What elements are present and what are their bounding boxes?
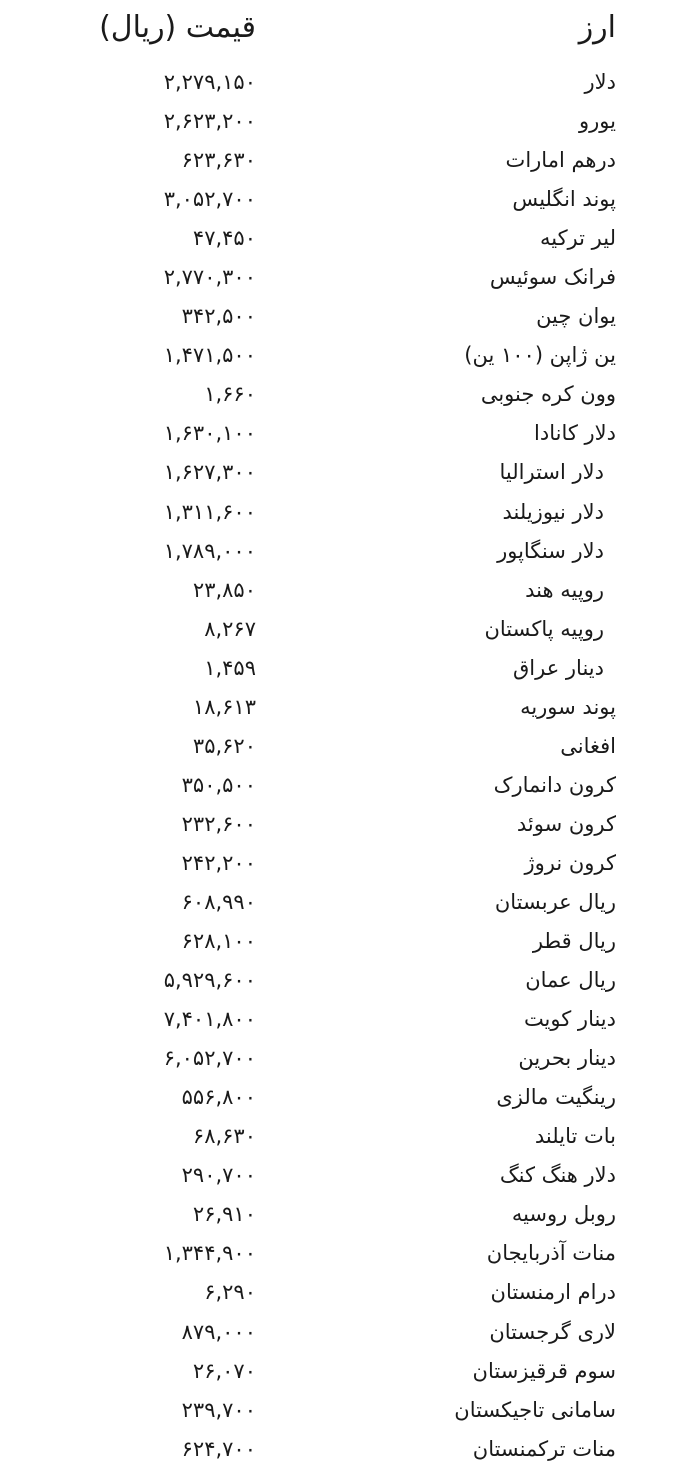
table-row <box>0 297 686 336</box>
table-row <box>0 1117 686 1156</box>
table-row <box>0 1234 686 1273</box>
currency-price: ۶۲۴,۷۰۰ <box>181 1436 256 1461</box>
table-row <box>0 1391 686 1430</box>
table-row <box>0 727 686 766</box>
currency-name: منات آذربایجان <box>486 1241 616 1266</box>
currency-name: روبل روسیه <box>511 1202 616 1227</box>
table-row <box>0 63 686 102</box>
currency-name: یورو <box>579 109 616 134</box>
currency-name: وون کره جنوبی <box>480 382 616 407</box>
table-row <box>0 805 686 844</box>
currency-name: ریال عمان <box>525 968 616 993</box>
currency-name: روپیه پاکستان <box>484 616 604 641</box>
currency-price: ۱,۳۱۱,۶۰۰ <box>163 499 256 524</box>
currency-price: ۱,۴۷۱,۵۰۰ <box>163 343 256 368</box>
table-row <box>0 766 686 805</box>
currency-name: سامانی تاجیکستان <box>454 1397 616 1422</box>
exchange-rate-list <box>0 63 686 1469</box>
price-column-header: قیمت (ریال) <box>99 10 256 45</box>
currency-price: ۳۴۲,۵۰۰ <box>181 304 256 329</box>
table-row <box>0 922 686 961</box>
currency-name: ریال قطر <box>532 929 616 954</box>
currency-price: ۷,۴۰۱,۸۰۰ <box>163 1007 256 1032</box>
currency-name: دینار کویت <box>523 1007 616 1032</box>
currency-name: روپیه هند <box>525 577 604 602</box>
currency-price: ۶۲۳,۶۳۰ <box>181 148 256 173</box>
currency-price: ۲,۲۷۹,۱۵۰ <box>163 70 256 94</box>
currency-price: ۲۴۲,۲۰۰ <box>181 850 256 875</box>
table-row <box>0 219 686 258</box>
currency-price: ۵۵۶,۸۰۰ <box>181 1085 256 1110</box>
table-row <box>0 414 686 453</box>
table-row <box>0 610 686 649</box>
currency-price: ۶۰۸,۹۹۰ <box>181 889 256 914</box>
table-row <box>0 102 686 141</box>
table-row <box>0 1078 686 1117</box>
currency-price: ۱,۶۶۰ <box>204 382 256 407</box>
table-row <box>0 1313 686 1352</box>
currency-name: درام ارمنستان <box>490 1280 616 1305</box>
currency-name: کرون سوئد <box>516 811 616 836</box>
currency-price: ۱,۶۳۰,۱۰۰ <box>163 421 256 446</box>
currency-price: ۱۸,۶۱۳ <box>192 694 256 719</box>
table-row <box>0 180 686 219</box>
currency-name: لاری گرجستان <box>489 1319 616 1344</box>
currency-price: ۲۶,۹۱۰ <box>192 1202 256 1227</box>
currency-price: ۲۳۲,۶۰۰ <box>181 811 256 836</box>
currency-name: پوند سوریه <box>520 694 616 719</box>
table-row <box>0 649 686 688</box>
table-row <box>0 141 686 180</box>
currency-name: ریال عربستان <box>494 889 616 914</box>
currency-price: ۸۷۹,۰۰۰ <box>181 1319 256 1344</box>
currency-name: لیر ترکیه <box>539 226 616 251</box>
currency-price: ۶,۲۹۰ <box>204 1280 256 1305</box>
currency-price: ۸,۲۶۷ <box>204 616 256 641</box>
currency-name: دلار کانادا <box>534 421 616 446</box>
currency-price: ۱,۴۵۹ <box>204 655 256 680</box>
table-row <box>0 1352 686 1391</box>
currency-price: ۲,۶۲۳,۲۰۰ <box>163 109 256 134</box>
table-row <box>0 571 686 610</box>
currency-price: ۲۳۹,۷۰۰ <box>181 1397 256 1422</box>
currency-price: ۳۵۰,۵۰۰ <box>181 772 256 797</box>
currency-name: کرون نروژ <box>524 850 616 875</box>
currency-price: ۱,۶۲۷,۳۰۰ <box>163 460 256 485</box>
currency-price: ۶۸,۶۳۰ <box>192 1124 256 1149</box>
currency-name: دلار <box>584 70 616 94</box>
currency-price: ۳,۰۵۲,۷۰۰ <box>163 187 256 212</box>
currency-price: ۲,۷۷۰,۳۰۰ <box>163 265 256 290</box>
table-row <box>0 532 686 571</box>
table-row <box>0 688 686 727</box>
currency-name: کرون دانمارک <box>493 772 616 797</box>
currency-name: پوند انگلیس <box>512 187 616 212</box>
currency-price: ۴۷,۴۵۰ <box>192 226 256 251</box>
currency-name: دلار سنگاپور <box>497 538 604 563</box>
table-row <box>0 493 686 532</box>
currency-price: ۲۶,۰۷۰ <box>192 1358 256 1383</box>
currency-column-header: ارز <box>578 10 616 45</box>
currency-name: سوم قرقیزستان <box>472 1358 616 1383</box>
table-row <box>0 258 686 297</box>
currency-name: فرانک سوئیس <box>489 265 616 290</box>
currency-price: ۱,۷۸۹,۰۰۰ <box>163 538 256 563</box>
currency-name: منات ترکمنستان <box>472 1436 616 1461</box>
currency-name: ین ژاپن (۱۰۰ ین) <box>464 343 616 368</box>
table-row <box>0 1430 686 1469</box>
currency-name: یوان چین <box>536 304 616 329</box>
table-row <box>0 883 686 922</box>
currency-price: ۶۲۸,۱۰۰ <box>181 929 256 954</box>
currency-name: دینار عراق <box>513 655 604 680</box>
currency-name: دلار استرالیا <box>499 460 604 485</box>
currency-price: ۲۳,۸۵۰ <box>192 577 256 602</box>
table-row <box>0 375 686 414</box>
currency-price: ۶,۰۵۲,۷۰۰ <box>163 1046 256 1071</box>
table-row <box>0 1000 686 1039</box>
currency-price: ۱,۳۴۴,۹۰۰ <box>163 1241 256 1266</box>
table-row <box>0 1156 686 1195</box>
currency-name: بات تایلند <box>534 1124 616 1149</box>
currency-price: ۵,۹۲۹,۶۰۰ <box>163 968 256 993</box>
currency-name: دلار هنگ کنگ <box>499 1163 616 1188</box>
currency-name: رینگیت مالزی <box>496 1085 616 1110</box>
table-row <box>0 1273 686 1312</box>
table-header <box>0 0 686 58</box>
currency-price: ۳۵,۶۲۰ <box>192 733 256 758</box>
table-row <box>0 961 686 1000</box>
currency-name: دینار بحرین <box>518 1046 616 1071</box>
currency-name: دلار نیوزیلند <box>502 499 604 524</box>
currency-name: درهم امارات <box>505 148 616 173</box>
table-row <box>0 1039 686 1078</box>
table-row <box>0 336 686 375</box>
currency-price: ۲۹۰,۷۰۰ <box>181 1163 256 1188</box>
table-row <box>0 1195 686 1234</box>
table-row <box>0 844 686 883</box>
currency-name: افغانی <box>560 733 616 758</box>
table-row <box>0 453 686 492</box>
